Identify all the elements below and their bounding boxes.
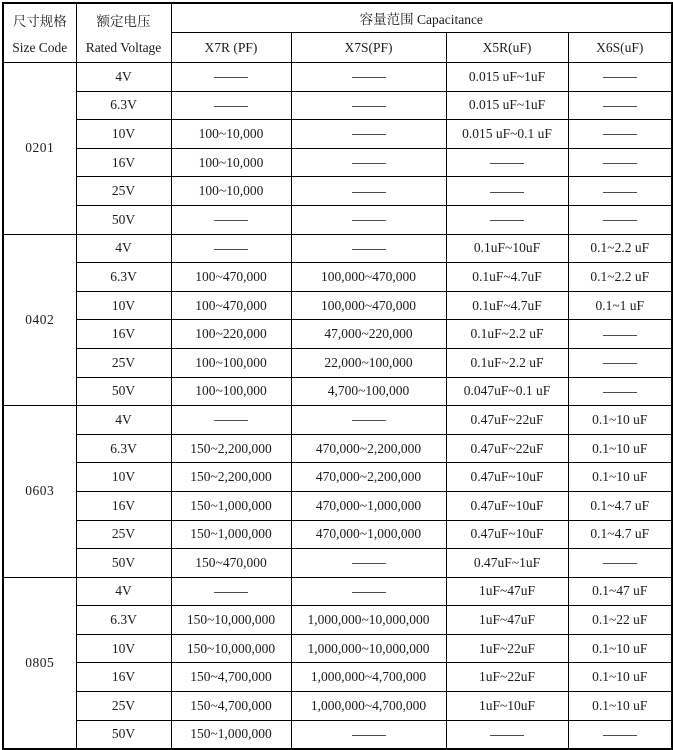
empty-value-dash: [490, 735, 524, 736]
table-header: [3, 3, 672, 63]
voltage-cell: 6.3V: [76, 91, 171, 120]
x6s-range-cell: 0.1~10 uF: [568, 634, 672, 663]
rated-voltage-label-en: Rated Voltage: [85, 40, 162, 55]
table-row: [3, 177, 672, 206]
size-code-cell: 0402: [3, 234, 76, 406]
x6s-range-cell: 0.1~4.7 uF: [568, 520, 672, 549]
table-row: [3, 720, 672, 749]
x5r-range-cell: 0.47uF~22uF: [446, 406, 568, 435]
empty-value-dash: [352, 106, 386, 107]
x5r-range-cell: 0.015 uF~1uF: [446, 91, 568, 120]
x7s-range-cell: [291, 720, 446, 749]
empty-value-dash: [603, 134, 637, 135]
x6s-range-cell: 0.1~2.2 uF: [568, 263, 672, 292]
x6s-range-cell: [568, 205, 672, 234]
voltage-cell: 50V: [76, 377, 171, 406]
empty-value-dash: [603, 77, 637, 78]
x7s-range-cell: 1,000,000~4,700,000: [291, 663, 446, 692]
x7r-range-cell: [171, 63, 291, 92]
empty-value-dash: [490, 220, 524, 221]
x7r-range-cell: 150~4,700,000: [171, 692, 291, 721]
empty-value-dash: [352, 420, 386, 421]
x5r-range-cell: 1uF~47uF: [446, 577, 568, 606]
empty-value-dash: [214, 249, 248, 250]
x7r-range-cell: [171, 91, 291, 120]
col-header-x6s: X6S(uF): [568, 33, 672, 63]
empty-value-dash: [214, 420, 248, 421]
x6s-range-cell: 0.1~10 uF: [568, 406, 672, 435]
x5r-range-cell: 0.1uF~4.7uF: [446, 263, 568, 292]
empty-value-dash: [603, 163, 637, 164]
empty-value-dash: [490, 192, 524, 193]
x6s-range-cell: 0.1~10 uF: [568, 663, 672, 692]
voltage-cell: 16V: [76, 663, 171, 692]
x5r-range-cell: [446, 205, 568, 234]
x6s-range-cell: [568, 148, 672, 177]
empty-value-dash: [490, 163, 524, 164]
empty-value-dash: [603, 392, 637, 393]
x7s-range-cell: 47,000~220,000: [291, 320, 446, 349]
x7r-range-cell: 100~470,000: [171, 263, 291, 292]
x7s-range-cell: [291, 63, 446, 92]
x7r-range-cell: [171, 234, 291, 263]
x6s-range-cell: [568, 120, 672, 149]
table-row: [3, 320, 672, 349]
x7r-range-cell: 100~10,000: [171, 120, 291, 149]
x6s-range-cell: [568, 177, 672, 206]
x5r-range-cell: [446, 720, 568, 749]
size-code-cell: 0805: [3, 577, 76, 749]
table-row: [3, 291, 672, 320]
empty-value-dash: [603, 363, 637, 364]
x7r-range-cell: 100~100,000: [171, 348, 291, 377]
table-row: [3, 663, 672, 692]
x7s-range-cell: [291, 120, 446, 149]
empty-value-dash: [214, 592, 248, 593]
voltage-cell: 4V: [76, 63, 171, 92]
table-row: [3, 234, 672, 263]
empty-value-dash: [214, 77, 248, 78]
voltage-cell: 50V: [76, 549, 171, 578]
x7s-range-cell: 470,000~2,200,000: [291, 463, 446, 492]
x7r-range-cell: 100~220,000: [171, 320, 291, 349]
x7s-range-cell: [291, 148, 446, 177]
x5r-range-cell: 0.1uF~10uF: [446, 234, 568, 263]
x7s-range-cell: 22,000~100,000: [291, 348, 446, 377]
col-header-rated-voltage: [76, 3, 171, 63]
x7s-range-cell: 1,000,000~10,000,000: [291, 606, 446, 635]
x5r-range-cell: 0.015 uF~0.1 uF: [446, 120, 568, 149]
table-row: [3, 205, 672, 234]
table-row: [3, 520, 672, 549]
voltage-cell: 50V: [76, 205, 171, 234]
table-row: [3, 120, 672, 149]
voltage-cell: 4V: [76, 577, 171, 606]
x7s-range-cell: [291, 205, 446, 234]
x5r-range-cell: 0.1uF~2.2 uF: [446, 320, 568, 349]
empty-value-dash: [603, 220, 637, 221]
x5r-range-cell: 0.47uF~1uF: [446, 549, 568, 578]
empty-value-dash: [603, 563, 637, 564]
table-row: [3, 263, 672, 292]
voltage-cell: 25V: [76, 177, 171, 206]
x5r-range-cell: 0.015 uF~1uF: [446, 63, 568, 92]
x7r-range-cell: [171, 205, 291, 234]
empty-value-dash: [603, 192, 637, 193]
x6s-range-cell: 0.1~22 uF: [568, 606, 672, 635]
x6s-range-cell: 0.1~1 uF: [568, 291, 672, 320]
x7s-range-cell: [291, 177, 446, 206]
empty-value-dash: [603, 735, 637, 736]
x7r-range-cell: 100~10,000: [171, 148, 291, 177]
table-row: [3, 348, 672, 377]
table-row: [3, 549, 672, 578]
x5r-range-cell: [446, 177, 568, 206]
rated-voltage-label-zh: 额定电压: [96, 14, 151, 29]
x5r-range-cell: 0.47uF~10uF: [446, 463, 568, 492]
x6s-range-cell: 0.1~10 uF: [568, 692, 672, 721]
x7s-range-cell: 100,000~470,000: [291, 291, 446, 320]
table-row: [3, 634, 672, 663]
voltage-cell: 16V: [76, 491, 171, 520]
voltage-cell: 10V: [76, 634, 171, 663]
x7r-range-cell: 150~1,000,000: [171, 520, 291, 549]
voltage-cell: 10V: [76, 463, 171, 492]
size-code-cell: 0603: [3, 406, 76, 578]
voltage-cell: 4V: [76, 234, 171, 263]
x7s-range-cell: [291, 406, 446, 435]
x7s-range-cell: 470,000~1,000,000: [291, 491, 446, 520]
x7r-range-cell: 150~10,000,000: [171, 634, 291, 663]
x5r-range-cell: 1uF~47uF: [446, 606, 568, 635]
x7r-range-cell: 150~470,000: [171, 549, 291, 578]
empty-value-dash: [352, 249, 386, 250]
voltage-cell: 6.3V: [76, 606, 171, 635]
empty-value-dash: [214, 220, 248, 221]
col-header-x7r: X7R (PF): [171, 33, 291, 63]
x5r-range-cell: [446, 148, 568, 177]
voltage-cell: 10V: [76, 120, 171, 149]
empty-value-dash: [352, 735, 386, 736]
table-row: [3, 606, 672, 635]
x7r-range-cell: 150~10,000,000: [171, 606, 291, 635]
x6s-range-cell: 0.1~4.7 uF: [568, 491, 672, 520]
x6s-range-cell: [568, 720, 672, 749]
table-row: [3, 463, 672, 492]
table-row: [3, 91, 672, 120]
empty-value-dash: [352, 563, 386, 564]
empty-value-dash: [603, 106, 637, 107]
x7s-range-cell: 1,000,000~4,700,000: [291, 692, 446, 721]
x7r-range-cell: 100~10,000: [171, 177, 291, 206]
table-row: [3, 377, 672, 406]
col-header-x7s: X7S(PF): [291, 33, 446, 63]
x7s-range-cell: 4,700~100,000: [291, 377, 446, 406]
x7s-range-cell: 100,000~470,000: [291, 263, 446, 292]
x7r-range-cell: 150~2,200,000: [171, 434, 291, 463]
x6s-range-cell: [568, 91, 672, 120]
x5r-range-cell: 1uF~22uF: [446, 634, 568, 663]
empty-value-dash: [603, 335, 637, 336]
voltage-cell: 50V: [76, 720, 171, 749]
x6s-range-cell: 0.1~10 uF: [568, 434, 672, 463]
col-header-size-code: [3, 3, 76, 63]
x6s-range-cell: [568, 320, 672, 349]
table-row: [3, 406, 672, 435]
table-row: [3, 491, 672, 520]
x7r-range-cell: [171, 577, 291, 606]
x7r-range-cell: 150~4,700,000: [171, 663, 291, 692]
empty-value-dash: [352, 163, 386, 164]
voltage-cell: 6.3V: [76, 263, 171, 292]
table-row: [3, 577, 672, 606]
size-code-label-zh: 尺寸规格: [12, 14, 67, 29]
table-row: [3, 63, 672, 92]
empty-value-dash: [352, 592, 386, 593]
x5r-range-cell: 0.1uF~4.7uF: [446, 291, 568, 320]
x7r-range-cell: [171, 406, 291, 435]
x5r-range-cell: 0.1uF~2.2 uF: [446, 348, 568, 377]
x6s-range-cell: 0.1~2.2 uF: [568, 234, 672, 263]
empty-value-dash: [352, 77, 386, 78]
voltage-cell: 4V: [76, 406, 171, 435]
table-row: [3, 434, 672, 463]
header-row-1: [3, 3, 672, 33]
empty-value-dash: [352, 192, 386, 193]
empty-value-dash: [214, 106, 248, 107]
size-code-cell: 0201: [3, 63, 76, 235]
x5r-range-cell: 0.47uF~22uF: [446, 434, 568, 463]
x7r-range-cell: 100~470,000: [171, 291, 291, 320]
empty-value-dash: [352, 134, 386, 135]
voltage-cell: 6.3V: [76, 434, 171, 463]
x7s-range-cell: [291, 577, 446, 606]
col-header-capacitance-range: 容量范围 Capacitance: [171, 3, 672, 33]
voltage-cell: 25V: [76, 692, 171, 721]
voltage-cell: 16V: [76, 148, 171, 177]
x6s-range-cell: [568, 377, 672, 406]
x7r-range-cell: 150~1,000,000: [171, 491, 291, 520]
table-body: [3, 63, 672, 749]
x7r-range-cell: 100~100,000: [171, 377, 291, 406]
x5r-range-cell: 0.047uF~0.1 uF: [446, 377, 568, 406]
col-header-x5r: X5R(uF): [446, 33, 568, 63]
x7s-range-cell: [291, 549, 446, 578]
x7s-range-cell: 470,000~1,000,000: [291, 520, 446, 549]
voltage-cell: 10V: [76, 291, 171, 320]
x5r-range-cell: 0.47uF~10uF: [446, 491, 568, 520]
x7s-range-cell: [291, 91, 446, 120]
voltage-cell: 16V: [76, 320, 171, 349]
empty-value-dash: [352, 220, 386, 221]
table-row: [3, 692, 672, 721]
table-row: [3, 148, 672, 177]
voltage-cell: 25V: [76, 348, 171, 377]
x7s-range-cell: 470,000~2,200,000: [291, 434, 446, 463]
x6s-range-cell: [568, 549, 672, 578]
x7r-range-cell: 150~2,200,000: [171, 463, 291, 492]
x5r-range-cell: 0.47uF~10uF: [446, 520, 568, 549]
x7s-range-cell: [291, 234, 446, 263]
size-code-label-en: Size Code: [12, 40, 68, 55]
voltage-cell: 25V: [76, 520, 171, 549]
capacitance-range-table: [2, 2, 673, 750]
x7r-range-cell: 150~1,000,000: [171, 720, 291, 749]
x5r-range-cell: 1uF~22uF: [446, 663, 568, 692]
x6s-range-cell: [568, 63, 672, 92]
x6s-range-cell: [568, 348, 672, 377]
x7s-range-cell: 1,000,000~10,000,000: [291, 634, 446, 663]
x6s-range-cell: 0.1~47 uF: [568, 577, 672, 606]
x6s-range-cell: 0.1~10 uF: [568, 463, 672, 492]
x5r-range-cell: 1uF~10uF: [446, 692, 568, 721]
